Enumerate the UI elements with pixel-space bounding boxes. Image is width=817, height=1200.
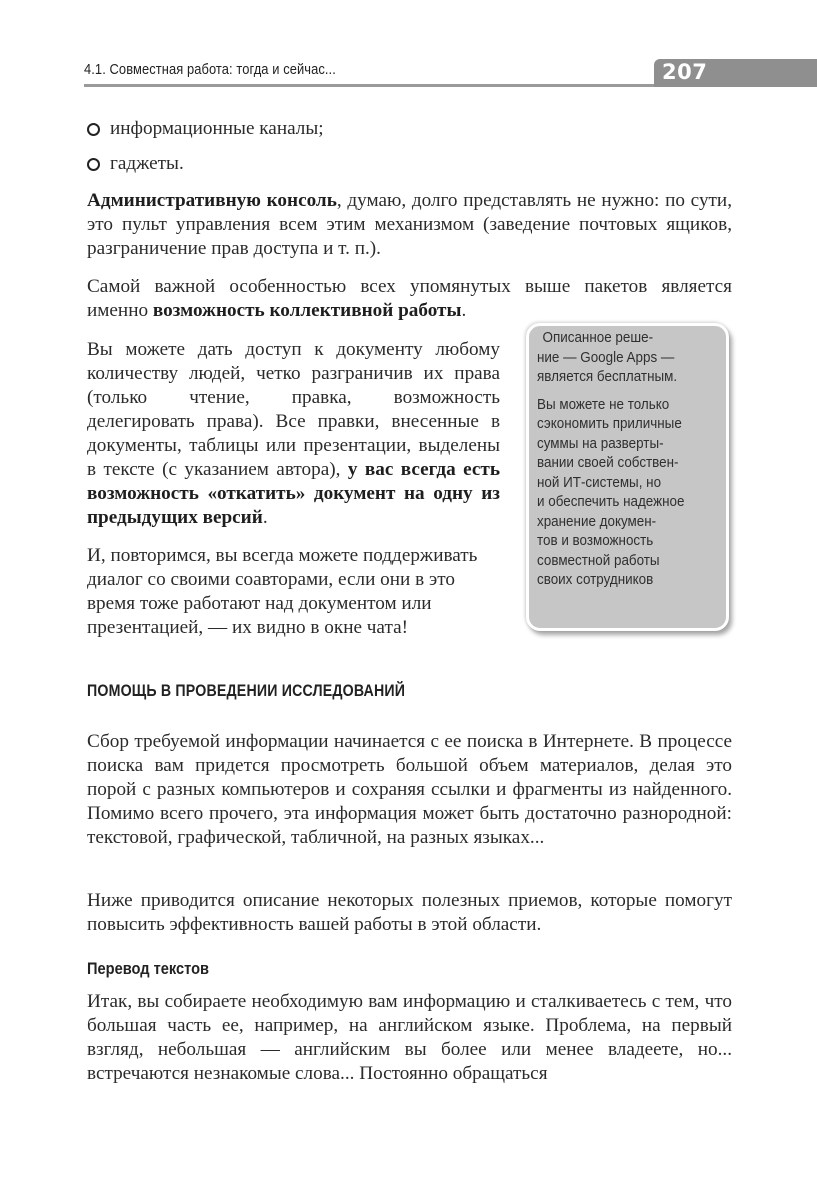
- paragraph-research-tips: [87, 889, 732, 937]
- note-line: Вы можете не только: [537, 396, 670, 413]
- paragraph-text: Вы можете дать доступ к документу любому количеству людей, четко разграничив их права (только чтение, правка, возможность делегировать права). Все правки, внесенные в документы, таблицы или презентации, выделены в тексте (с указанием автора),: [87, 339, 500, 480]
- paragraph-research-intro: [87, 730, 732, 850]
- paragraph-collab-feature: [87, 275, 732, 323]
- note-line: хранение докумен-: [537, 513, 657, 530]
- page-header: [84, 57, 817, 89]
- note-line: совместной работы: [537, 552, 660, 569]
- bullet-text: гаджеты.: [110, 153, 184, 174]
- hollow-circle-bullet-icon: [87, 123, 100, 136]
- paragraph-text: Ниже приводится описание некоторых полезных приемов, которые помогут повысить эффективность вашей работы в этой области.: [87, 890, 732, 935]
- note-line: Описанное реше-: [542, 330, 654, 346]
- note-line: ние — Google Apps —: [537, 349, 675, 366]
- bold-term: у вас всегда есть возможность «откатить» документ на одну из предыдущих версий: [87, 459, 500, 528]
- sidebar-note: [526, 323, 729, 631]
- paragraph-access: [87, 338, 500, 530]
- note-line: тов и возможность: [537, 533, 654, 549]
- paragraph-chat: [87, 544, 500, 640]
- note-line: и обеспечить надежное: [537, 494, 685, 510]
- note-line: ной ИТ-системы, но: [537, 474, 662, 491]
- paragraph-text: Итак, вы собираете необходимую вам информацию и сталкиваетесь с тем, что большая часть ее, например, на английском языке. Проблема, на первый взгляд, небольшая — английским вы более или менее владеете, но... встречаются незнакомые слова... Постоянно обращаться: [87, 991, 732, 1084]
- sidebar-note-content: [537, 329, 721, 591]
- paragraph-text: , думаю, долго представлять не нужно: по сути, это пульт управления всем этим механизмом (заведение почтовых ящиков, разграничение прав доступа и т. п.).: [87, 190, 732, 259]
- list-item: [87, 117, 324, 141]
- paragraph-text: Самой важной особенностью всех упомянутых выше пакетов является именно: [87, 276, 732, 321]
- paragraph-translation: [87, 990, 732, 1086]
- header-rule: [84, 84, 654, 87]
- bold-term: Административную консоль: [87, 190, 337, 211]
- hollow-circle-bullet-icon: [87, 158, 100, 171]
- paragraph-end: .: [461, 300, 467, 321]
- paragraph-admin-console: [87, 189, 732, 261]
- paragraph-text: Сбор требуемой информации начинается с ее поиска в Интернете. В процессе поиска вам придется просмотреть большой объем материалов, делая это порой с разных компьютеров и сохраняя ссылки и фрагменты из найденного. Помимо всего прочего, эта информация может быть достаточно разнородной: текстовой, графической, табличной, на разных языках...: [87, 731, 732, 848]
- paragraph-text: И, повторимся, вы всегда можете поддерживать диалог со своими соавторами, если они в это время тоже работают над документом или презентацией, — их видно в окне чата!: [87, 545, 478, 638]
- section-heading: ПОМОЩЬ В ПРОВЕДЕНИИ ИССЛЕДОВАНИЙ: [87, 682, 406, 700]
- running-title: 4.1. Совместная работа: тогда и сейчас...: [84, 61, 336, 78]
- bold-term: возможность коллективной работы: [152, 300, 462, 321]
- list-item: [87, 152, 184, 176]
- note-line: суммы на разверты-: [537, 435, 664, 452]
- paragraph-end: .: [262, 507, 268, 528]
- note-line: является бесплатным.: [537, 369, 678, 385]
- page-number: 207: [662, 60, 708, 84]
- bullet-text: информационные каналы;: [110, 118, 324, 139]
- page-number-tab: [654, 59, 817, 87]
- note-line: вании своей собствен-: [537, 455, 679, 471]
- note-line: сэкономить приличные: [537, 416, 682, 432]
- subsection-heading: Перевод текстов: [87, 959, 210, 978]
- note-line: своих сотрудников: [537, 572, 654, 588]
